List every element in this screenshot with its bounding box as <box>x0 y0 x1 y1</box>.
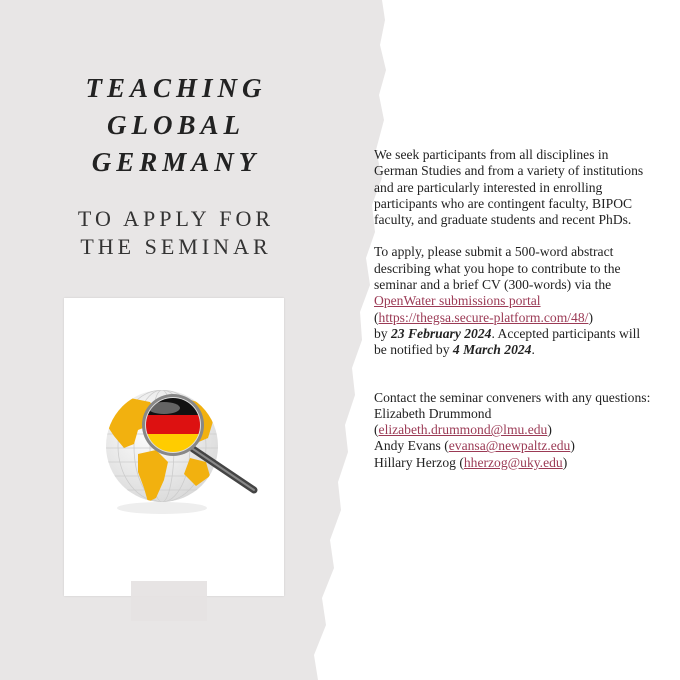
email-link[interactable]: elizabeth.drummond@lmu.edu <box>378 422 548 438</box>
title-line: TEACHING <box>85 73 267 103</box>
email-link[interactable]: hherzog@uky.edu <box>463 454 563 470</box>
email-link[interactable]: evansa@newpaltz.edu <box>448 438 571 454</box>
application-intro: To apply, please submit a 500-word abstract describing what you hope to contribute to the seminar and a brief CV (300-words) via the <box>374 244 621 293</box>
url-open: ( <box>374 309 379 325</box>
title-line: GLOBAL <box>107 110 245 140</box>
subtitle-line: TO APPLY FOR <box>77 206 275 231</box>
section-heading <box>40 205 312 261</box>
notification-date: 4 March 2024 <box>452 342 532 358</box>
title-line: GERMANY <box>91 147 261 177</box>
page-title <box>40 70 312 181</box>
application-paragraph <box>374 244 654 358</box>
portal-link[interactable]: OpenWater submissions portal <box>374 293 541 309</box>
sentence-end: . <box>531 342 535 358</box>
contact-name: Hillary Herzog <box>374 454 456 470</box>
deadline-prefix: by <box>374 325 391 341</box>
info-column <box>374 147 654 471</box>
url-close: ) <box>588 309 593 325</box>
contact-intro: Contact the seminar conveners with any questions: <box>374 389 651 405</box>
contact-name: Elizabeth Drummond <box>374 405 492 421</box>
photo-card <box>64 298 284 596</box>
contact-paragraph: Contact the seminar conveners with any questions: Elizabeth Drummond (elizabeth.drummond@lmu.edu) Andy Evans (evansa@newpaltz.edu) Hillary Herzog (hherzog@uky.edu) <box>374 389 651 470</box>
tape-strip <box>131 581 207 621</box>
portal-url-link[interactable]: https://thegsa.secure-platform.com/48/ <box>378 309 589 325</box>
eligibility-paragraph: We seek participants from all disciplines in German Studies and from a variety of institutions and are particularly interested in enrolling participants who are contingent faculty, BIPOC faculty, and graduate students and recent PhDs. <box>374 147 644 228</box>
contact-name: Andy Evans <box>374 438 441 454</box>
globe-magnifier-germany-flag-icon <box>64 298 284 596</box>
notification-text: . Accepted participants will be notified by <box>374 325 641 358</box>
subtitle-line: THE SEMINAR <box>80 234 272 259</box>
deadline-date: 23 February 2024 <box>391 325 492 341</box>
